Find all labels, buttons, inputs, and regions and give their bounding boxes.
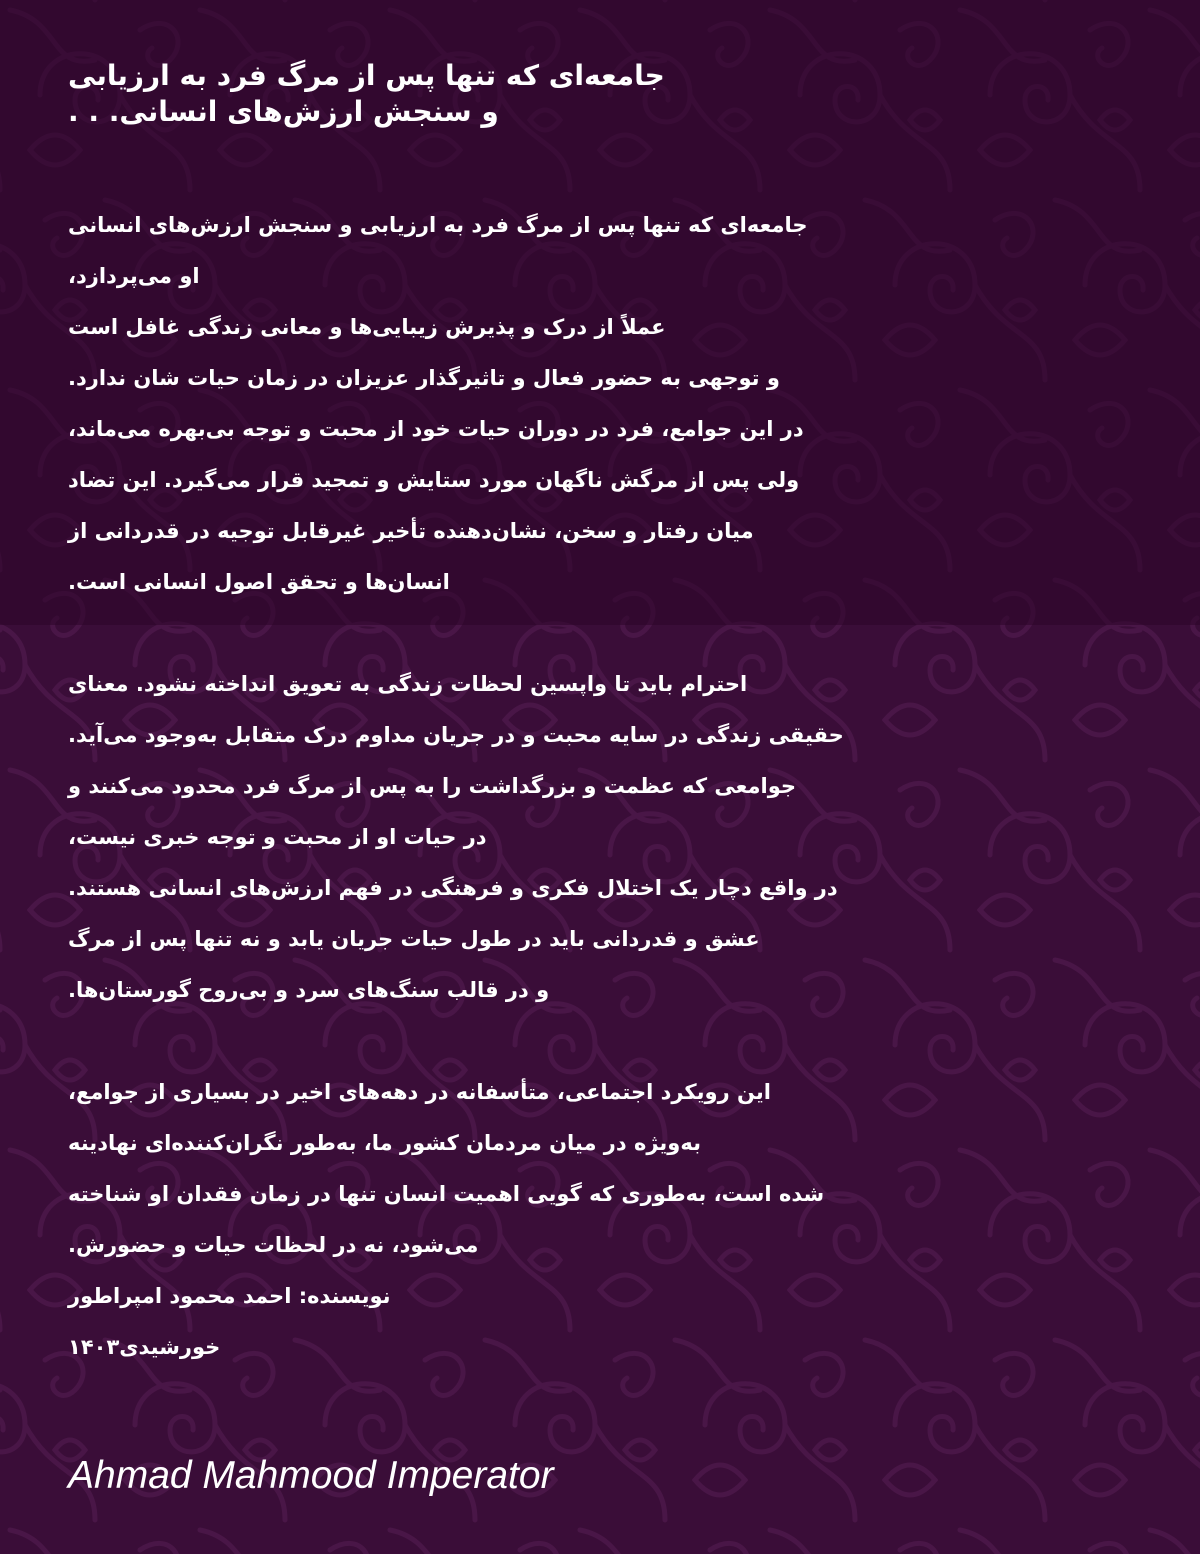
- poem-title-line-2: و سنجش ارزش‌های انسانی. . .: [68, 95, 499, 128]
- poem-line: جوامعی که عظمت و بزرگداشت را به پس از مرگ فرد محدود می‌کنند و: [68, 774, 797, 798]
- stanza-2: [68, 659, 1128, 1016]
- poem-line: عشق و قدردانی باید در طول حیات جریان یابد و نه تنها پس از مرگ: [68, 927, 760, 951]
- poem-line: عملاً از درک و پذیرش زیبایی‌ها و معانی زندگی غافل است: [68, 315, 666, 339]
- stanza-3: [68, 1067, 1128, 1373]
- poem-title: [68, 58, 1128, 130]
- poem-line: و توجهی به حضور فعال و تاثیرگذار عزیزان در زمان حیات شان ندارد.: [68, 366, 780, 390]
- poem-title-line-1: جامعه‌ای که تنها پس از مرگ فرد به ارزیابی: [68, 59, 665, 92]
- poem-line: می‌شود، نه در لحظات حیات و حضورش.: [68, 1233, 479, 1257]
- poem-line: میان رفتار و سخن، نشان‌دهنده تأخیر غیرقابل توجیه در قدردانی از: [68, 519, 754, 543]
- poem-body: [68, 200, 1128, 1373]
- poem-line: ولی پس از مرگش ناگهان مورد ستایش و تمجید قرار می‌گیرد. این تضاد: [68, 468, 800, 492]
- poem-line: و در قالب سنگ‌های سرد و بی‌روح گورستان‌ها.: [68, 978, 550, 1002]
- poem-line: در حیات او از محبت و توجه خبری نیست،: [68, 825, 487, 849]
- author-signature: Ahmad Mahmood Imperator: [68, 1454, 554, 1497]
- poem-line: انسان‌ها و تحقق اصول انسانی است.: [68, 570, 450, 594]
- poem-author-line: نویسنده: احمد محمود امپراطور: [68, 1284, 391, 1308]
- poem-line: به‌ویژه در میان مردمان کشور ما، به‌طور نگران‌کننده‌ای نهادینه: [68, 1131, 701, 1155]
- poem-line: او می‌پردازد،: [68, 264, 200, 288]
- poem-line: در واقع دچار یک اختلال فکری و فرهنگی در فهم ارزش‌های انسانی هستند.: [68, 876, 838, 900]
- poem-line: این رویکرد اجتماعی، متأسفانه در دهه‌های اخیر در بسیاری از جوامع،: [68, 1080, 771, 1104]
- poem-line: جامعه‌ای که تنها پس از مرگ فرد به ارزیابی و سنجش ارزش‌های انسانی: [68, 213, 808, 237]
- poem-line: احترام باید تا واپسین لحظات زندگی به تعویق انداخته نشود. معنای: [68, 672, 748, 696]
- poem-line: شده است، به‌طوری که گویی اهمیت انسان تنها در زمان فقدان او شناخته: [68, 1182, 825, 1206]
- stanza-1: [68, 200, 1128, 608]
- poem-date-line: خورشیدی۱۴۰۳: [68, 1335, 221, 1359]
- poem-line: در این جوامع، فرد در دوران حیات خود از محبت و توجه بی‌بهره می‌ماند،: [68, 417, 804, 441]
- poem-content: [68, 58, 1128, 1373]
- poem-line: حقیقی زندگی در سایه محبت و در جریان مداوم درک متقابل به‌وجود می‌آید.: [68, 723, 844, 747]
